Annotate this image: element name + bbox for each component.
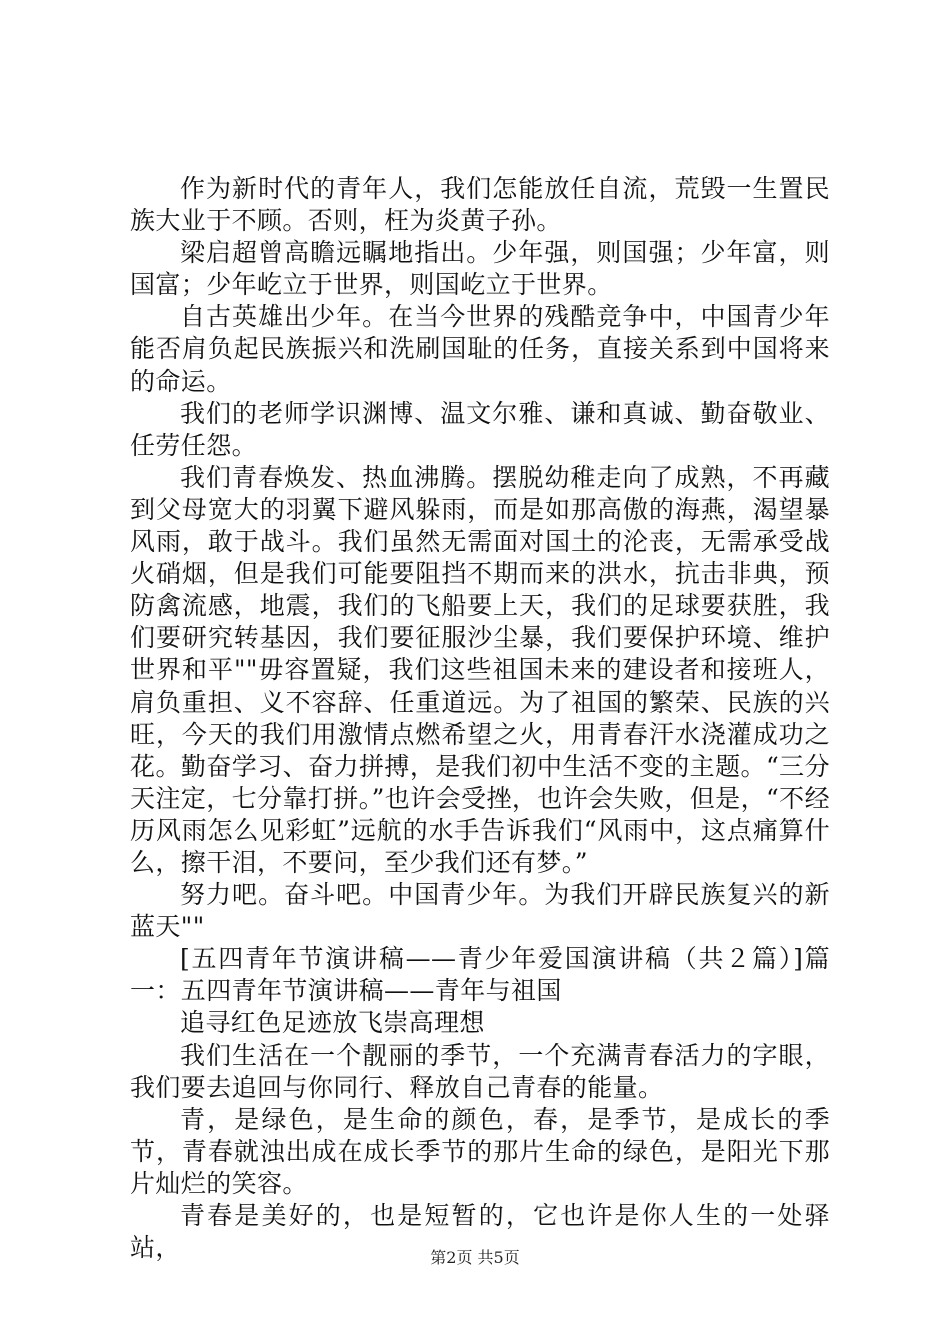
section-subtitle: 追寻红色足迹放飞崇高理想 [180, 1008, 485, 1038]
paragraph: 青，是绿色，是生命的颜色，春，是季节，是成长的季节，青春就浊出成在成长季节的那片生命的绿色，是阳光下那片灿烂的笑容。 [130, 1104, 830, 1198]
paragraph: 青春是美好的，也是短暂的，它也许是你人生的一处驿站， [130, 1201, 830, 1263]
paragraph: 作为新时代的青年人，我们怎能放任自流，荒毁一生置民族大业于不顾。否则，枉为炎黄子孙。 [130, 174, 830, 236]
paragraph: [五四青年节演讲稿——青少年爱国演讲稿（共２篇）]篇一：五四青年节演讲稿——青年与祖国 [130, 944, 830, 1006]
paragraph: 梁启超曾高瞻远瞩地指出。少年强，则国强；少年富，则国富；少年屹立于世界，则国屹立于世界。 [130, 238, 830, 300]
paragraph: 我们青春焕发、热血沸腾。摆脱幼稚走向了成熟，不再藏到父母宽大的羽翼下避风躲雨，而是如那高傲的海燕，渴望暴风雨，敢于战斗。我们虽然无需面对国土的沦丧，无需承受战火硝烟，但是我们可能要阻挡不期而来的洪水，抗击非典，预防禽流感，地震，我们的飞船要上天，我们的足球要获胜，我们要研究转基因，我们要征服沙尘暴，我们要保护环境、维护世界和平""毋容置疑，我们这些祖国未来的建设者和接班人，肩负重担、义不容辞、任重道远。为了祖国的繁荣、民族的兴旺，今天的我们用激情点燃希望之火，用青春汗水浇灌成功之花。勤奋学习、奋力拼搏，是我们初中生活不变的主题。“三分天注定，七分靠打拼。”也许会受挫，也许会失败，但是，“不经历风雨怎么见彩虹”远航的水手告诉我们“风雨中，这点痛算什么，擦干泪，不要问，至少我们还有梦。” [130, 462, 830, 877]
paragraph: 自古英雄出少年。在当今世界的残酷竞争中，中国青少年能否肩负起民族振兴和洗刷国耻的任务，直接关系到中国将来的命运。 [130, 302, 830, 396]
paragraph: 我们的老师学识渊博、温文尔雅、谦和真诚、勤奋敬业、任劳任怨。 [130, 398, 830, 460]
page-number-footer: 第2页 共5页 [430, 1248, 520, 1267]
paragraph: 我们生活在一个靓丽的季节，一个充满青春活力的字眼，我们要去追回与你同行、释放自己青春的能量。 [130, 1040, 830, 1102]
paragraph: 努力吧。奋斗吧。中国青少年。为我们开辟民族复兴的新蓝天"" [130, 880, 830, 942]
document-body [130, 173, 830, 1264]
